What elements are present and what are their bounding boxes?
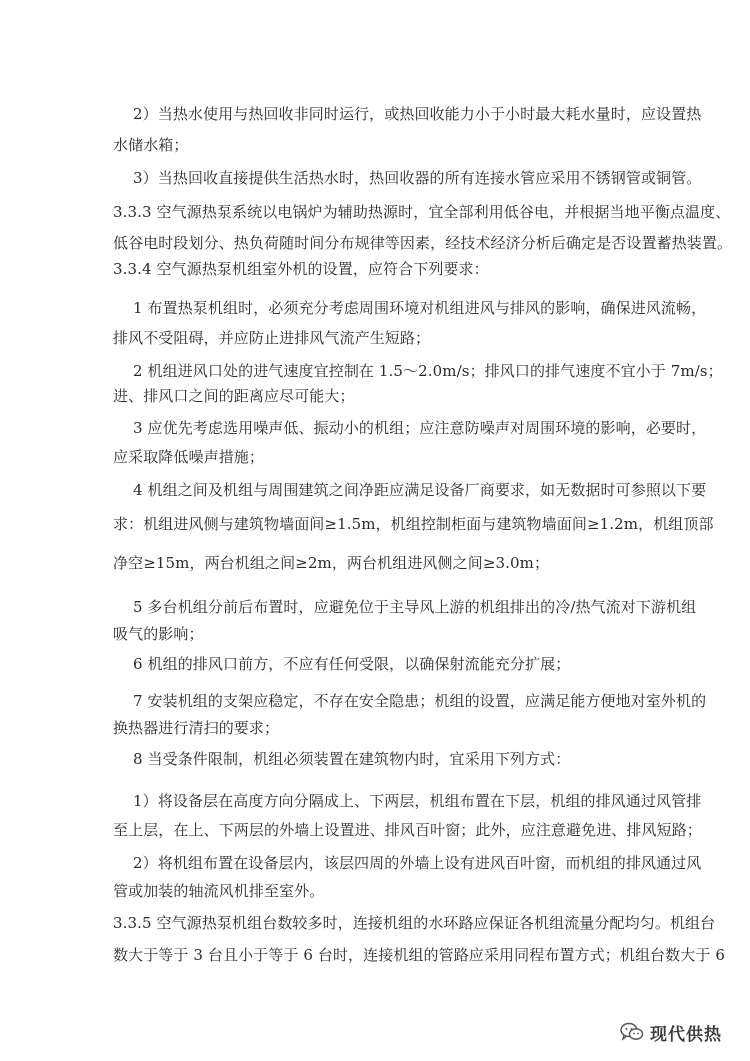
section-heading: 3.3.4 空气源热泵机组室外机的设置，应符合下列要求： [113,260,489,278]
paragraph-line: 应采取降低噪声措施； [113,448,265,466]
paragraph-line: 2）将机组布置在设备层内，该层四周的外墙上设有进风百叶窗，而机组的排风通过风 [133,854,702,872]
paragraph-line: 5 多台机组分前后布置时，应避免位于主导风上游的机组排出的冷/热气流对下游机组 [133,598,697,616]
watermark [620,1018,722,1046]
paragraph-line: 2 机组进风口处的进气速度宜控制在 1.5～2.0m/s；排风口的排气速度不宜小于 7m/s； [133,362,723,380]
paragraph-line: 3 应优先考虑选用噪声低、振动小的机组；应注意防噪声对周围环境的影响，必要时， [133,419,707,437]
paragraph-line: 6 机组的排风口前方，不应有任何受限，以确保射流能充分扩展； [133,655,571,673]
paragraph-line: 1 布置热泵机组时，必须充分考虑周围环境对机组进风与排风的影响，确保进风流畅， [133,299,707,317]
paragraph-line: 2）当热水使用与热回收非同时运行，或热回收能力小于小时最大耗水量时，应设置热 [133,105,702,123]
paragraph-line: 1）将设备层在高度方向分隔成上、下两层，机组布置在下层，机组的排风通过风管排 [133,792,702,810]
paragraph-line: 排风不受阻碍，并应防止进排风气流产生短路； [113,329,431,347]
paragraph-line: 净空≥15m，两台机组之间≥2m，两台机组进风侧之间≥3.0m； [113,554,550,572]
paragraph-line: 低谷电时段划分、热负荷随时间分布规律等因素，经技术经济分析后确定是否设置蓄热装置。 [113,234,733,252]
section-heading: 3.3.3 空气源热泵系统以电锅炉为辅助热源时，宜全部利用低谷电，并根据当地平衡点温度、 [113,203,731,221]
watermark-text: 现代供热 [650,1024,722,1045]
paragraph-line: 水储水箱； [113,136,189,154]
section-heading: 3.3.5 空气源热泵机组台数较多时，连接机组的水环路应保证各机组流量分配均匀。机组台 [113,914,716,932]
paragraph-line: 8 当受条件限制，机组必须装置在建筑物内时，宜采用下列方式： [133,750,571,768]
paragraph-line: 换热器进行清扫的要求； [113,719,280,737]
paragraph-line: 管或加装的轴流风机排至室外。 [113,882,325,900]
paragraph-line: 数大于等于 3 台且小于等于 6 台时，连接机组的管路应采用同程布置方式；机组台数大于 6 [113,946,725,964]
paragraph-line: 求：机组进风侧与建筑物墙面间≥1.5m，机组控制柜面与建筑物墙面间≥1.2m，机组顶部 [113,515,714,533]
paragraph-line: 吸气的影响； [113,625,204,643]
paragraph-line: 3）当热回收直接提供生活热水时，热回收器的所有连接水管应采用不锈钢管或铜管。 [133,169,702,187]
wechat-icon [620,1022,644,1042]
paragraph-line: 7 安装机组的支架应稳定，不存在安全隐患；机组的设置，应满足能方便地对室外机的 [133,692,707,710]
paragraph-line: 至上层，在上、下两层的外墙上设置进、排风百叶窗；此外，应注意避免进、排风短路； [113,821,702,839]
paragraph-line: 进、排风口之间的距离应尽可能大； [113,387,355,405]
paragraph-line: 4 机组之间及机组与周围建筑之间净距应满足设备厂商要求，如无数据时可参照以下要 [133,481,707,499]
